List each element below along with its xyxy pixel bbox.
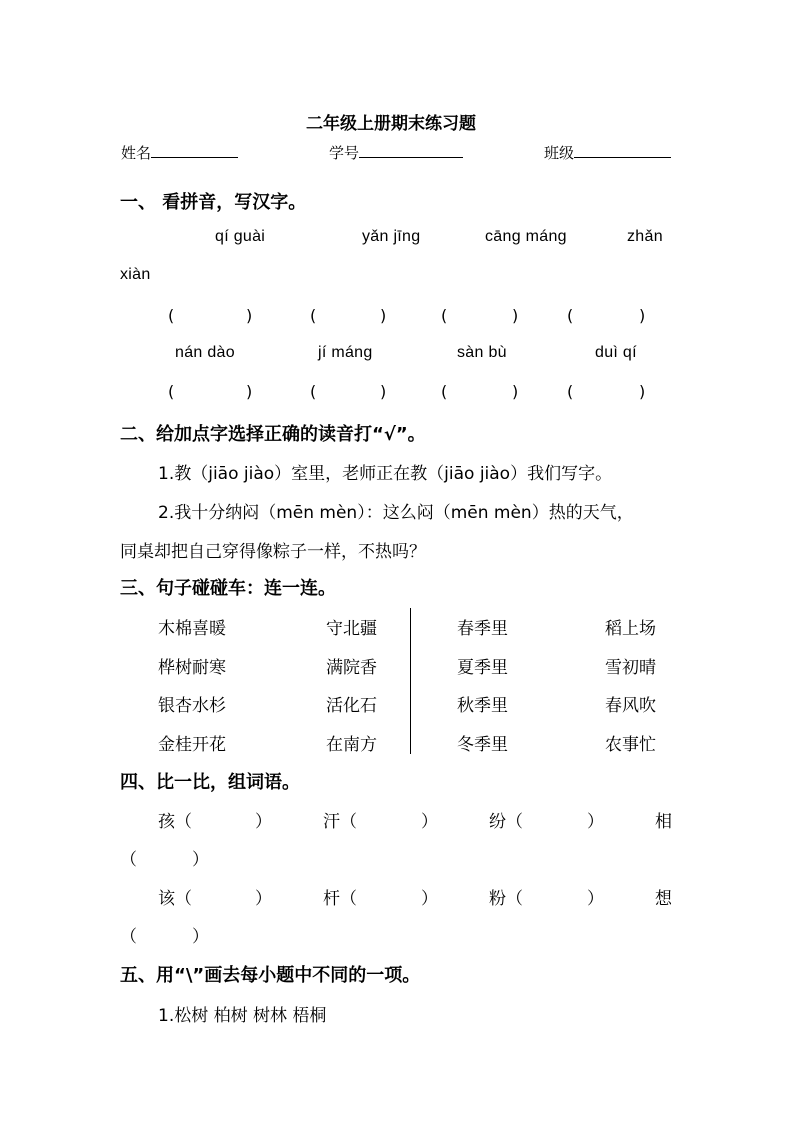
match-left-item: 春季里 bbox=[457, 619, 508, 639]
match-left-item: 夏季里 bbox=[457, 658, 508, 678]
word-group-close: ） bbox=[587, 812, 604, 832]
page-title: 二年级上册期末练习题 bbox=[306, 114, 476, 134]
student-id-label: 学号 bbox=[329, 144, 360, 162]
answer-paren-close: ) bbox=[512, 306, 519, 325]
word-group-char: 纷（ bbox=[489, 812, 523, 832]
word-group-wrap-open: （ bbox=[120, 850, 137, 870]
question-2-2-cont: 同桌却把自己穿得像粽子一样，不热吗？ bbox=[120, 542, 426, 562]
question-2-2: 2.我十分纳闷（mēn mèn）：这么闷（mēn mèn）热的天气， bbox=[158, 503, 634, 523]
match-left-item: 桦树耐寒 bbox=[158, 658, 226, 678]
answer-paren-open: ( bbox=[310, 382, 317, 401]
column-divider bbox=[410, 608, 411, 754]
answer-paren-open: ( bbox=[441, 306, 448, 325]
match-right-item: 满院香 bbox=[326, 658, 377, 678]
word-group-close: ） bbox=[587, 889, 604, 909]
answer-paren-open: ( bbox=[310, 306, 317, 325]
word-group-wrap-open: （ bbox=[120, 927, 137, 947]
question-5-1: 1.松树 柏树 树林 梧桐 bbox=[158, 1006, 327, 1026]
name-blank[interactable] bbox=[151, 143, 238, 158]
answer-paren-close: ) bbox=[246, 306, 253, 325]
word-group-close: ） bbox=[421, 889, 438, 909]
pinyin-item-wrap: xiàn bbox=[120, 266, 151, 283]
section-4-heading: 四、比一比，组词语。 bbox=[120, 772, 300, 793]
word-group-close: ） bbox=[255, 812, 272, 832]
match-left-item: 金桂开花 bbox=[158, 735, 226, 755]
match-right-item: 春风吹 bbox=[605, 696, 656, 716]
section-5-heading: 五、用“\”画去每小题中不同的一项。 bbox=[120, 965, 421, 986]
pinyin-item: cāng máng bbox=[485, 228, 567, 245]
pinyin-item: duì qí bbox=[595, 344, 637, 361]
match-right-item: 雪初晴 bbox=[605, 658, 656, 678]
word-group-char: 想 bbox=[655, 889, 672, 909]
answer-paren-open: ( bbox=[168, 382, 175, 401]
answer-paren-close: ) bbox=[380, 306, 387, 325]
match-left-item: 木棉喜暖 bbox=[158, 619, 226, 639]
word-group-close: ） bbox=[255, 889, 272, 909]
match-left-item: 秋季里 bbox=[457, 696, 508, 716]
pinyin-item: sàn bù bbox=[457, 344, 507, 361]
word-group-char: 孩（ bbox=[158, 812, 192, 832]
word-group-char: 相 bbox=[655, 812, 672, 832]
pinyin-item: jí máng bbox=[318, 344, 373, 361]
match-right-item: 守北疆 bbox=[326, 619, 377, 639]
word-group-close: ） bbox=[192, 850, 209, 870]
match-right-item: 活化石 bbox=[326, 696, 377, 716]
word-group-char: 汗（ bbox=[323, 812, 357, 832]
match-right-item: 在南方 bbox=[326, 735, 377, 755]
answer-paren-close: ) bbox=[380, 382, 387, 401]
word-group-char: 粉（ bbox=[489, 889, 523, 909]
answer-paren-open: ( bbox=[567, 382, 574, 401]
match-left-item: 银杏水杉 bbox=[158, 696, 226, 716]
student-id-field bbox=[329, 142, 463, 163]
student-id-blank[interactable] bbox=[359, 143, 463, 158]
section-1-heading: 一、 看拼音，写汉字。 bbox=[120, 192, 307, 213]
answer-paren-close: ) bbox=[639, 382, 646, 401]
answer-paren-open: ( bbox=[567, 306, 574, 325]
name-label: 姓名 bbox=[121, 144, 152, 162]
answer-paren-open: ( bbox=[441, 382, 448, 401]
class-blank[interactable] bbox=[574, 143, 671, 158]
word-group-char: 该（ bbox=[158, 889, 192, 909]
name-field bbox=[121, 142, 238, 163]
section-2-heading: 二、给加点字选择正确的读音打“√”。 bbox=[120, 424, 426, 445]
answer-paren-close: ) bbox=[639, 306, 646, 325]
word-group-close: ） bbox=[192, 927, 209, 947]
pinyin-item: nán dào bbox=[175, 344, 235, 361]
section-3-heading: 三、句子碰碰车：连一连。 bbox=[120, 578, 336, 599]
match-right-item: 农事忙 bbox=[605, 735, 656, 755]
answer-paren-open: ( bbox=[168, 306, 175, 325]
match-right-item: 稻上场 bbox=[605, 619, 656, 639]
word-group-close: ） bbox=[421, 812, 438, 832]
pinyin-item: yǎn jīng bbox=[362, 228, 421, 245]
pinyin-item: qí guài bbox=[215, 228, 266, 245]
match-left-item: 冬季里 bbox=[457, 735, 508, 755]
class-label: 班级 bbox=[544, 144, 575, 162]
pinyin-item: zhǎn bbox=[627, 228, 663, 245]
class-field bbox=[544, 142, 671, 163]
answer-paren-close: ) bbox=[512, 382, 519, 401]
question-2-1: 1.教（jiāo jiào）室里，老师正在教（jiāo jiào）我们写字。 bbox=[158, 464, 613, 484]
word-group-char: 杆（ bbox=[323, 889, 357, 909]
answer-paren-close: ) bbox=[246, 382, 253, 401]
